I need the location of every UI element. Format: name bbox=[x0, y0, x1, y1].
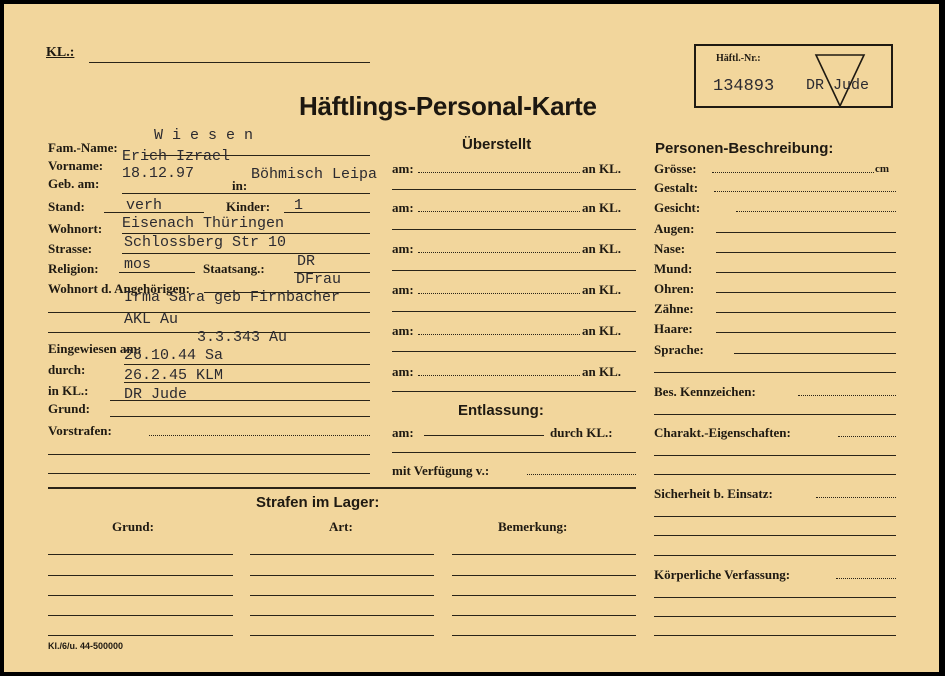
haare-label: Haare: bbox=[654, 321, 693, 336]
vorstrafen-label: Vorstrafen: bbox=[48, 423, 112, 438]
ueberstellt-an-kl-label-4: an KL. bbox=[582, 282, 622, 297]
religion-value: mos bbox=[124, 256, 152, 273]
fam-name-label: Fam.-Name: bbox=[48, 140, 118, 155]
eingewiesen-value-1: 3.3.343 Au bbox=[197, 329, 288, 346]
gesicht-label: Gesicht: bbox=[654, 200, 701, 215]
charakt-line-3 bbox=[654, 474, 896, 475]
ueberstellt-am-label-3: am: bbox=[392, 241, 414, 256]
ueberstellt-am-label-4: am: bbox=[392, 282, 414, 297]
strafen-art-line-2 bbox=[250, 575, 434, 576]
religion-label: Religion: bbox=[48, 261, 99, 276]
stand-line bbox=[104, 212, 204, 213]
sicherheit-line-2 bbox=[654, 516, 896, 517]
groesse-line bbox=[712, 172, 874, 173]
ueberstellt-am-line-5 bbox=[418, 334, 580, 335]
verfuegung-line bbox=[527, 474, 636, 475]
kinder-line bbox=[284, 212, 370, 213]
entlassung-heading: Entlassung: bbox=[458, 402, 544, 419]
durch-label: durch: bbox=[48, 362, 86, 377]
strafen-bemerkung-line-3 bbox=[452, 595, 636, 596]
ueberstellt-am-line-1 bbox=[418, 172, 580, 173]
prisoner-number-label: Häftl.-Nr.: bbox=[716, 53, 761, 64]
charakt-line-1 bbox=[838, 436, 896, 437]
sicherheit-line-4 bbox=[654, 555, 896, 556]
wohnort-value: Eisenach Thüringen bbox=[122, 215, 285, 232]
eingewiesen-line bbox=[124, 364, 370, 365]
ueberstellt-am-label-2: am: bbox=[392, 200, 414, 215]
cm-label: cm bbox=[875, 163, 890, 175]
entlassung-am-label: am: bbox=[392, 425, 414, 440]
strafen-grund-line-4 bbox=[48, 615, 233, 616]
kennzeichen-line-2 bbox=[654, 414, 896, 415]
prisoner-card bbox=[4, 4, 939, 672]
eingewiesen-value-2: 26.10.44 Sa bbox=[124, 347, 224, 364]
ueberstellt-an-kl-label-1: an KL. bbox=[582, 161, 622, 176]
kennzeichen-label: Bes. Kennzeichen: bbox=[654, 384, 756, 399]
gestalt-line bbox=[714, 191, 896, 192]
strafen-grund-line-5 bbox=[48, 635, 233, 636]
ohren-label: Ohren: bbox=[654, 281, 695, 296]
strafen-grund-line-3 bbox=[48, 595, 233, 596]
geb-am-label: Geb. am: bbox=[48, 176, 100, 191]
grund-line bbox=[110, 416, 370, 417]
charakt-label: Charakt.-Eigenschaften: bbox=[654, 425, 791, 440]
nase-label: Nase: bbox=[654, 241, 686, 256]
strasse-label: Strasse: bbox=[48, 241, 93, 256]
prisoner-number-value: 134893 bbox=[713, 77, 775, 96]
ohren-line bbox=[716, 292, 896, 293]
koerperlich-line-4 bbox=[654, 635, 896, 636]
vorname-label: Vorname: bbox=[48, 158, 104, 173]
beschreibung-heading: Personen-Beschreibung: bbox=[655, 140, 834, 157]
strasse-line bbox=[122, 253, 370, 254]
prisoner-category-value: DR Jude bbox=[806, 77, 870, 94]
religion-line bbox=[119, 272, 195, 273]
ueberstellt-am-line-4 bbox=[418, 293, 580, 294]
entlassung-durch-kl-label: durch KL.: bbox=[550, 425, 613, 440]
strafen-art-line-5 bbox=[250, 635, 434, 636]
print-code: Kl./6/u. 44-500000 bbox=[48, 641, 124, 651]
verfuegung-label: mit Verfügung v.: bbox=[392, 463, 490, 478]
angehoerige-value-3: AKL Au bbox=[124, 311, 179, 328]
ueberstellt-am-label-1: am: bbox=[392, 161, 414, 176]
vorstrafen-line-2 bbox=[48, 454, 370, 455]
kennzeichen-line-1 bbox=[798, 395, 896, 396]
strafen-bemerkung-line-4 bbox=[452, 615, 636, 616]
geb-in-label: in: bbox=[232, 178, 248, 193]
angehoerige-value-1: DFrau bbox=[296, 271, 342, 288]
strasse-value: Schlossberg Str 10 bbox=[124, 234, 287, 251]
haare-line bbox=[716, 332, 896, 333]
vorstrafen-line-3 bbox=[48, 473, 370, 474]
wohnort-label: Wohnort: bbox=[48, 221, 103, 236]
strafen-grund-label: Grund: bbox=[112, 519, 154, 534]
ueberstellt-sep-2 bbox=[392, 229, 636, 230]
staatsang-label: Staatsang.: bbox=[203, 261, 265, 276]
in-kl-line bbox=[110, 400, 370, 401]
card-title: Häftlings-Personal-Karte bbox=[299, 91, 597, 121]
ueberstellt-am-label-6: am: bbox=[392, 364, 414, 379]
ueberstellt-sep-5 bbox=[392, 351, 636, 352]
augen-line bbox=[716, 232, 896, 233]
gesicht-line bbox=[736, 211, 896, 212]
strafen-grund-line-1 bbox=[48, 554, 233, 555]
staatsang-value: DR bbox=[297, 253, 316, 270]
koerperlich-line-3 bbox=[654, 616, 896, 617]
ueberstellt-an-kl-label-5: an KL. bbox=[582, 323, 622, 338]
entlassung-am-line bbox=[424, 435, 544, 436]
strafen-art-label: Art: bbox=[329, 519, 353, 534]
charakt-line-2 bbox=[654, 455, 896, 456]
fam-name-value: W i e s e n bbox=[154, 127, 254, 144]
strafen-art-line-1 bbox=[250, 554, 434, 555]
sicherheit-line-3 bbox=[654, 535, 896, 536]
geb-am-line bbox=[122, 193, 370, 194]
sicherheit-label: Sicherheit b. Einsatz: bbox=[654, 486, 773, 501]
ueberstellt-sep-6 bbox=[392, 391, 636, 392]
groesse-label: Grösse: bbox=[654, 161, 697, 176]
zaehne-line bbox=[716, 312, 896, 313]
koerperlich-line-2 bbox=[654, 597, 896, 598]
zaehne-label: Zähne: bbox=[654, 301, 694, 316]
geb-in-value: Böhmisch Leipa bbox=[251, 166, 378, 183]
durch-line bbox=[124, 382, 370, 383]
in-kl-label: in KL.: bbox=[48, 383, 89, 398]
angehoerige-line-2 bbox=[48, 312, 370, 313]
kinder-value: 1 bbox=[294, 197, 304, 214]
sprache-label: Sprache: bbox=[654, 342, 704, 357]
koerperlich-label: Körperliche Verfassung: bbox=[654, 567, 791, 582]
ueberstellt-an-kl-label-2: an KL. bbox=[582, 200, 622, 215]
ueberstellt-am-line-6 bbox=[418, 375, 580, 376]
ueberstellt-sep-3 bbox=[392, 270, 636, 271]
strafen-art-line-3 bbox=[250, 595, 434, 596]
entlassung-sep-2 bbox=[48, 487, 636, 489]
koerperlich-line-1 bbox=[836, 578, 896, 579]
sprache-line-1 bbox=[734, 353, 896, 354]
stand-value: verh bbox=[126, 197, 163, 214]
ueberstellt-am-line-2 bbox=[418, 211, 580, 212]
vorstrafen-line-1 bbox=[149, 435, 370, 436]
nase-line bbox=[716, 252, 896, 253]
strafen-heading: Strafen im Lager: bbox=[256, 494, 380, 511]
ueberstellt-heading: Überstellt bbox=[462, 136, 532, 153]
grund-label: Grund: bbox=[48, 401, 90, 416]
entlassung-sep-1 bbox=[392, 452, 636, 453]
kinder-label: Kinder: bbox=[226, 199, 271, 214]
sicherheit-line-1 bbox=[816, 497, 896, 498]
durch-value: 26.2.45 KLM bbox=[124, 367, 224, 384]
mund-label: Mund: bbox=[654, 261, 693, 276]
ueberstellt-am-line-3 bbox=[418, 252, 580, 253]
kl-line bbox=[89, 62, 370, 63]
in-kl-value: DR Jude bbox=[124, 386, 188, 403]
strafen-grund-line-2 bbox=[48, 575, 233, 576]
strafen-bemerkung-line-5 bbox=[452, 635, 636, 636]
ueberstellt-sep-1 bbox=[392, 189, 636, 190]
angehoerige-value-2: Irma Sara geb Firnbacher bbox=[124, 289, 341, 306]
augen-label: Augen: bbox=[654, 221, 695, 236]
strafen-bemerkung-label: Bemerkung: bbox=[498, 519, 568, 534]
ueberstellt-an-kl-label-3: an KL. bbox=[582, 241, 622, 256]
eingewiesen-label: Eingewiesen am: bbox=[48, 341, 142, 356]
stand-label: Stand: bbox=[48, 199, 85, 214]
sprache-line-2 bbox=[654, 372, 896, 373]
ueberstellt-sep-4 bbox=[392, 311, 636, 312]
gestalt-label: Gestalt: bbox=[654, 180, 699, 195]
geb-am-value: 18.12.97 bbox=[122, 165, 195, 182]
ueberstellt-am-label-5: am: bbox=[392, 323, 414, 338]
ueberstellt-an-kl-label-6: an KL. bbox=[582, 364, 622, 379]
mund-line bbox=[716, 272, 896, 273]
angehoerige-label: Wohnort d. Angehörigen: bbox=[48, 281, 190, 296]
vorname-value: Erich Izrael bbox=[122, 148, 231, 165]
strafen-bemerkung-line-1 bbox=[452, 554, 636, 555]
strafen-bemerkung-line-2 bbox=[452, 575, 636, 576]
strafen-art-line-4 bbox=[250, 615, 434, 616]
kl-label: KL.: bbox=[46, 45, 75, 60]
